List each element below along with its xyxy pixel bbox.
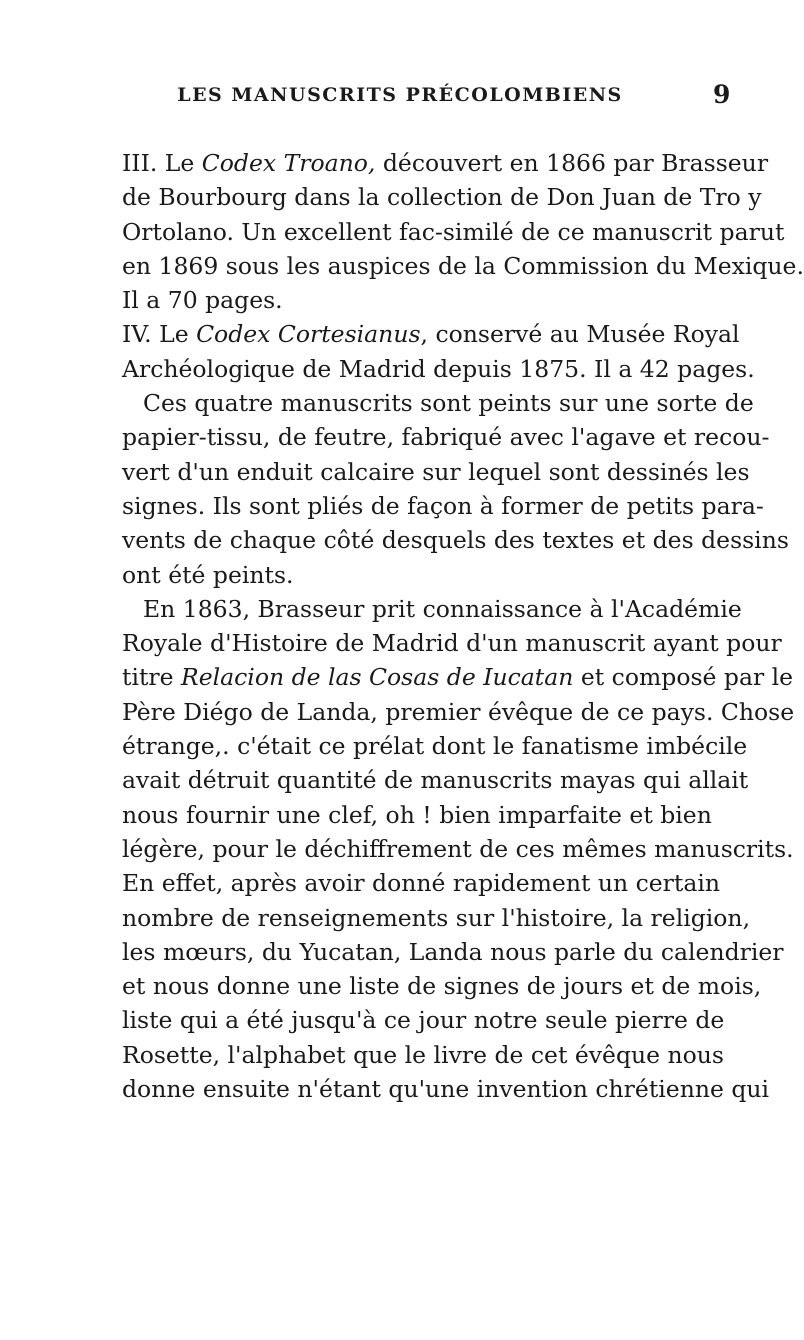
text-line: vents de chaque côté desquels des textes et des dessins: [122, 526, 789, 555]
text-line: Archéologique de Madrid depuis 1875. Il a 42 pages.: [122, 354, 755, 383]
text-line: étrange,. c'était ce prélat dont le fanatisme imbécile: [122, 732, 748, 761]
text-line: Ortolano. Un excellent fac-similé de ce manuscrit parut: [122, 217, 785, 246]
running-head: [0, 80, 800, 120]
text-line: donne ensuite n'étant qu'une invention chrétienne qui: [122, 1075, 770, 1104]
text-line: signes. Ils sont pliés de façon à former de petits para-: [122, 491, 764, 520]
codex-cortesianus-title: Codex Cortesianus: [196, 320, 421, 349]
page-number: 9: [713, 80, 731, 109]
text-line: papier-tissu, de feutre, fabriqué avec l'agave et recou-: [122, 423, 770, 452]
text-line: nombre de renseignements sur l'histoire, la religion,: [122, 903, 751, 932]
text-line: titre Relacion de las Cosas de Iucatan et composé par le: [122, 663, 794, 692]
text-line: les mœurs, du Yucatan, Landa nous parle du calendrier: [122, 937, 784, 966]
text-line: Rosette, l'alphabet que le livre de cet évêque nous: [122, 1040, 724, 1069]
running-title: LES MANUSCRITS PRÉCOLOMBIENS: [177, 84, 623, 106]
text-line: légère, pour le déchiffrement de ces mêmes manuscrits.: [122, 834, 794, 863]
text-line: en 1869 sous les auspices de la Commission du Mexique.: [122, 251, 804, 280]
relacion-title: Relacion de las Cosas de Iucatan: [181, 663, 574, 692]
text-line: Il a 70 pages.: [122, 286, 283, 315]
text-line: En 1863, Brasseur prit connaissance à l'Académie: [143, 594, 742, 623]
text-line: vert d'un enduit calcaire sur lequel sont dessinés les: [122, 457, 750, 486]
text-line: Royale d'Histoire de Madrid d'un manuscrit ayant pour: [122, 629, 782, 658]
text-line: de Bourbourg dans la collection de Don Juan de Tro y: [122, 183, 762, 212]
text-line: En effet, après avoir donné rapidement un certain: [122, 869, 721, 898]
codex-troano-title: Codex Troano,: [201, 149, 376, 177]
body-text: [122, 146, 804, 1106]
text-line: avait détruit quantité de manuscrits mayas qui allait: [122, 766, 749, 795]
text-line: Ces quatre manuscrits sont peints sur une sorte de: [143, 389, 754, 418]
text-line: ont été peints.: [122, 560, 294, 589]
text-line: nous fournir une clef, oh ! bien imparfaite et bien: [122, 800, 712, 829]
text-line: IV. Le Codex Cortesianus, conservé au Musée Royal: [122, 320, 740, 349]
text-line: liste qui a été jusqu'à ce jour notre seule pierre de: [122, 1006, 725, 1035]
text-line: III. Le Codex Troano, découvert en 1866 par Brasseur: [122, 149, 769, 177]
text-line: Père Diégo de Landa, premier évêque de ce pays. Chose: [122, 697, 795, 726]
text-line: et nous donne une liste de signes de jours et de mois,: [122, 972, 762, 1001]
